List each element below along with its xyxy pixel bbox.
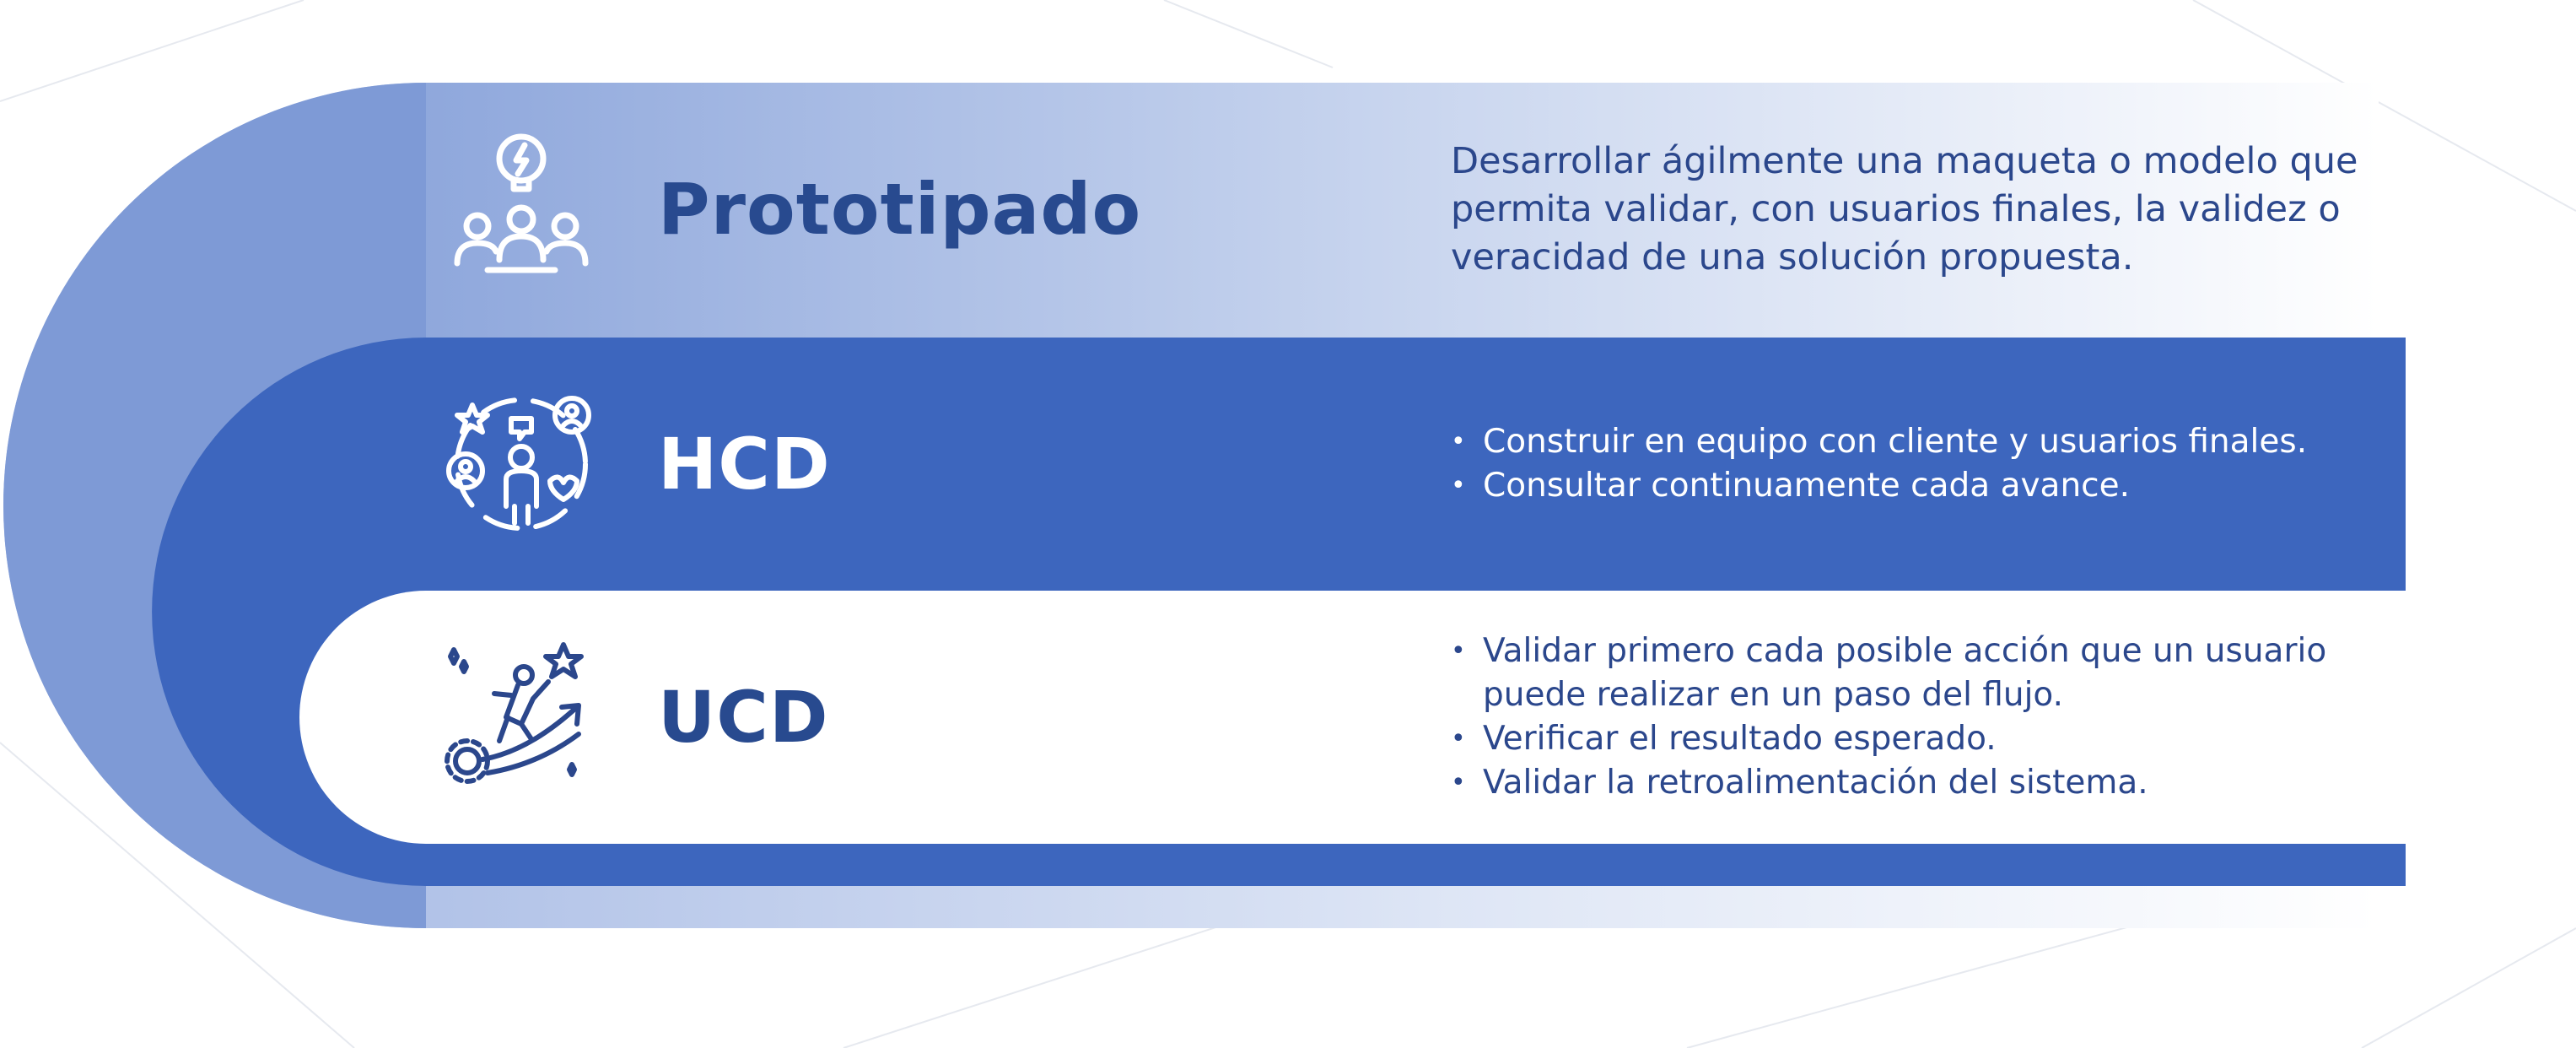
description-ucd: [1451, 591, 2379, 844]
ucd-bullet-3: • Validar la retroalimentación del sistema.: [1451, 761, 2379, 805]
team-idea-icon: [437, 125, 606, 294]
description-prototipado: Desarrollar ágilmente una maqueta o modelo que permita validar, con usuarios finales, la validez o veracidad de una solución propuesta.: [1451, 139, 2358, 278]
hcd-bullet-1: • Construir en equipo con cliente y usuarios finales.: [1451, 420, 2379, 464]
title-ucd: UCD: [658, 676, 829, 759]
success-growth-icon: [437, 633, 606, 802]
title-hcd: HCD: [658, 423, 831, 505]
row-prototipado: [0, 83, 2576, 336]
row-hcd: [0, 338, 2576, 591]
hcd-bullet-2: • Consultar continuamente cada avance.: [1451, 464, 2379, 508]
row-ucd: [0, 591, 2576, 844]
ucd-bullet-1: • Validar primero cada posible acción que un usuario puede realizar en un paso del flujo.: [1451, 629, 2379, 717]
ucd-bullet-2: • Verificar el resultado esperado.: [1451, 717, 2379, 761]
title-prototipado: Prototipado: [658, 168, 1142, 251]
description-hcd: [1451, 338, 2379, 591]
user-centered-collaboration-icon: [437, 380, 606, 548]
